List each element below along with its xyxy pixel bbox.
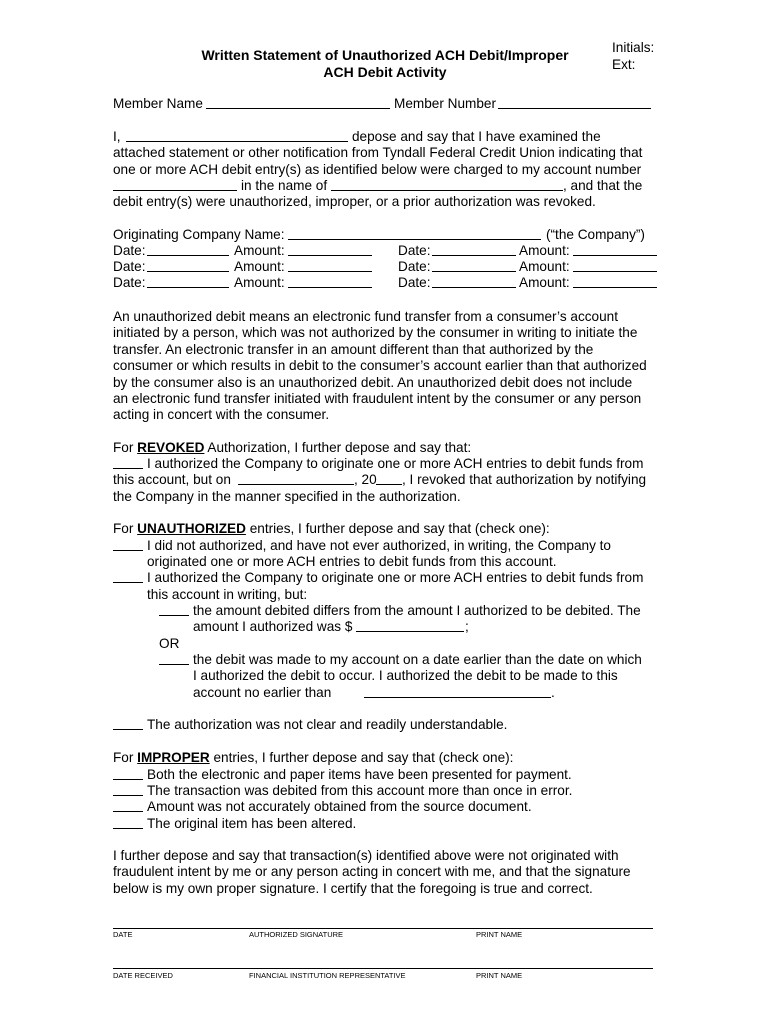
revoked-line2-a: this account, but on	[113, 472, 231, 487]
amount-label: Amount:	[234, 243, 285, 258]
unauthorized-heading-rest: entries, I further depose and say that (check one):	[245, 521, 550, 536]
improper-item: Both the electronic and paper items have been presented for payment.	[147, 767, 572, 782]
earliest-date-field[interactable]	[364, 685, 551, 698]
originating-company-field[interactable]	[288, 227, 541, 240]
account-number-field[interactable]	[113, 178, 237, 191]
authorized-signature-label: AUTHORIZED SIGNATURE	[249, 930, 344, 939]
intro-line5: debit entry(s) were unauthorized, improper, or a prior authorization was revoked.	[113, 194, 596, 209]
amount-field[interactable]	[288, 243, 372, 256]
improper-heading-rest: entries, I further depose and say that (check one):	[209, 750, 514, 765]
improper-item: The transaction was debited from this account more than once in error.	[147, 783, 573, 798]
amount-label: Amount:	[519, 259, 570, 274]
sub-item2-line3a: account no earlier than	[193, 685, 332, 700]
date-field[interactable]	[147, 243, 229, 256]
signature-line[interactable]	[113, 928, 653, 929]
improper-item: Amount was not accurately obtained from the source document.	[147, 799, 532, 814]
revoked-year-field[interactable]	[376, 472, 402, 485]
account-holder-name-field[interactable]	[331, 178, 563, 191]
sub-item2-line1: the debit was made to my account on a date earlier than the date on which	[193, 652, 642, 667]
revoked-for: For	[113, 440, 138, 455]
definition-line: initiated by a person, which was not authorized by the consumer in writing to initiate the	[113, 325, 638, 341]
definition-line: consumer or which results in debit to the consumer’s account earlier than that authorized	[113, 358, 647, 374]
date-label: Date:	[113, 275, 146, 290]
intro-in-the-name-of: in the name of	[241, 178, 328, 193]
definition-line: an electronic fund transfer initiated with fraudulent intent by the consumer or any person	[113, 391, 642, 407]
unauthorized-item2-line2: this account in writing, but:	[147, 587, 308, 602]
sub-item2-blank[interactable]	[159, 652, 189, 665]
improper-item-blank[interactable]	[113, 799, 143, 812]
date-field[interactable]	[147, 275, 229, 288]
amount-field[interactable]	[573, 275, 657, 288]
date-label: Date:	[113, 259, 146, 274]
revoked-heading	[113, 440, 471, 456]
amount-label: Amount:	[234, 259, 285, 274]
improper-item-blank[interactable]	[113, 783, 143, 796]
revoked-keyword: REVOKED	[137, 440, 205, 455]
improper-item: The original item has been altered.	[147, 816, 357, 831]
ext-label: Ext:	[612, 57, 636, 72]
amount-label: Amount:	[234, 275, 285, 290]
closing-line: I further depose and say that transaction(s) identified above were not originated with	[113, 848, 619, 863]
unauthorized-item3: The authorization was not clear and readily understandable.	[147, 717, 508, 732]
revoked-date-field[interactable]	[238, 472, 354, 485]
date-received-label: DATE RECEIVED	[113, 971, 173, 980]
revoked-item1: I authorized the Company to originate one or more ACH entries to debit funds from	[147, 456, 644, 471]
originating-company-label: Originating Company Name:	[113, 227, 285, 242]
sub-item2-line3b: .	[551, 685, 555, 700]
improper-for: For	[113, 750, 138, 765]
amount-field[interactable]	[288, 259, 372, 272]
intro-line1: depose and say that I have examined the	[352, 129, 601, 144]
revoked-year-prefix: , 20	[354, 472, 377, 487]
form-title-line1: Written Statement of Unauthorized ACH Debit/Improper	[201, 47, 569, 63]
unauthorized-item3-blank[interactable]	[113, 717, 143, 730]
date-label: Date:	[398, 243, 431, 258]
institution-representative-label: FINANCIAL INSTITUTION REPRESENTATIVE	[249, 971, 406, 980]
date-field[interactable]	[432, 259, 516, 272]
member-number-field[interactable]	[498, 96, 651, 109]
date-signature-label: DATE	[113, 930, 133, 939]
closing-line: fraudulent intent by me or any person acting in concert with me, and that the signature	[113, 864, 631, 880]
or-label: OR	[159, 636, 180, 651]
closing-paragraph	[113, 848, 663, 897]
definition-line: transfer. An electronic transfer in an amount different than that authorized by the	[113, 341, 594, 357]
date-field[interactable]	[432, 243, 516, 256]
institution-signature-line[interactable]	[113, 968, 653, 969]
the-company-label: (“the Company”)	[546, 227, 645, 242]
sub-item2-line2: I authorized the debit to occur. I authorized the debit to be made to this	[193, 668, 618, 683]
revoked-line3: the Company in the manner specified in the authorization.	[113, 489, 461, 504]
intro-i-label: I,	[113, 129, 121, 144]
improper-item-blank[interactable]	[113, 767, 143, 780]
unauthorized-heading	[113, 521, 550, 537]
amount-field[interactable]	[288, 275, 372, 288]
member-name-label: Member Name	[113, 96, 203, 111]
sub-item1-line2b: ;	[465, 619, 469, 634]
print-name-label: PRINT NAME	[476, 930, 523, 939]
date-label: Date:	[398, 259, 431, 274]
intro-line2: attached statement or other notification from Tyndall Federal Credit Union indicating that	[113, 145, 643, 160]
deponent-name-field[interactable]	[126, 129, 348, 142]
member-number-label: Member Number	[394, 96, 496, 111]
revoked-heading-rest: Authorization, I further depose and say that:	[204, 440, 472, 455]
unauthorized-keyword: UNAUTHORIZED	[137, 521, 246, 536]
improper-keyword: IMPROPER	[137, 750, 210, 765]
initials-label: Initials:	[612, 40, 655, 55]
revoked-checkbox-blank[interactable]	[113, 456, 143, 469]
closing-line: below is my own proper signature. I certify that the foregoing is true and correct.	[113, 880, 593, 896]
improper-item-blank[interactable]	[113, 816, 143, 829]
revoked-line2-c: , I revoked that authorization by notifying	[402, 472, 647, 487]
authorized-amount-field[interactable]	[356, 619, 464, 632]
unauthorized-for: For	[113, 521, 138, 536]
date-label: Date:	[398, 275, 431, 290]
amount-field[interactable]	[573, 243, 657, 256]
unauthorized-item2-line1: I authorized the Company to originate one or more ACH entries to debit funds from	[147, 570, 644, 585]
form-title-line2: ACH Debit Activity	[323, 64, 447, 80]
date-field[interactable]	[147, 259, 229, 272]
amount-field[interactable]	[573, 259, 657, 272]
sub-item1-line1: the amount debited differs from the amount I authorized to be debited. The	[193, 603, 641, 618]
sub-item1-line2a: amount I authorized was $	[193, 619, 353, 634]
print-name-label: PRINT NAME	[476, 971, 523, 980]
date-label: Date:	[113, 243, 146, 258]
sub-item1-blank[interactable]	[159, 603, 189, 616]
intro-and-that-the: , and that the	[563, 178, 643, 193]
member-name-field[interactable]	[206, 96, 390, 109]
improper-heading	[113, 750, 513, 766]
definition-line: An unauthorized debit means an electronic fund transfer from a consumer’s account	[113, 309, 619, 324]
unauthorized-item1-line2: originated one or more ACH entries to debit funds from this account.	[147, 554, 557, 569]
amount-label: Amount:	[519, 275, 570, 290]
unauthorized-item1-blank[interactable]	[113, 538, 143, 551]
unauthorized-item1-line1: I did not authorized, and have not ever authorized, in writing, the Company to	[147, 538, 611, 553]
definition-line: by the consumer also is an unauthorized debit. An unauthorized debit does not include	[113, 374, 633, 390]
amount-label: Amount:	[519, 243, 570, 258]
definition-line: acting in concert with the consumer.	[113, 407, 330, 423]
intro-line3: one or more ACH debit entry(s) as identified below were charged to my account number	[113, 162, 642, 177]
date-field[interactable]	[432, 275, 516, 288]
definition-paragraph	[113, 309, 663, 424]
unauthorized-item2-blank[interactable]	[113, 570, 143, 583]
